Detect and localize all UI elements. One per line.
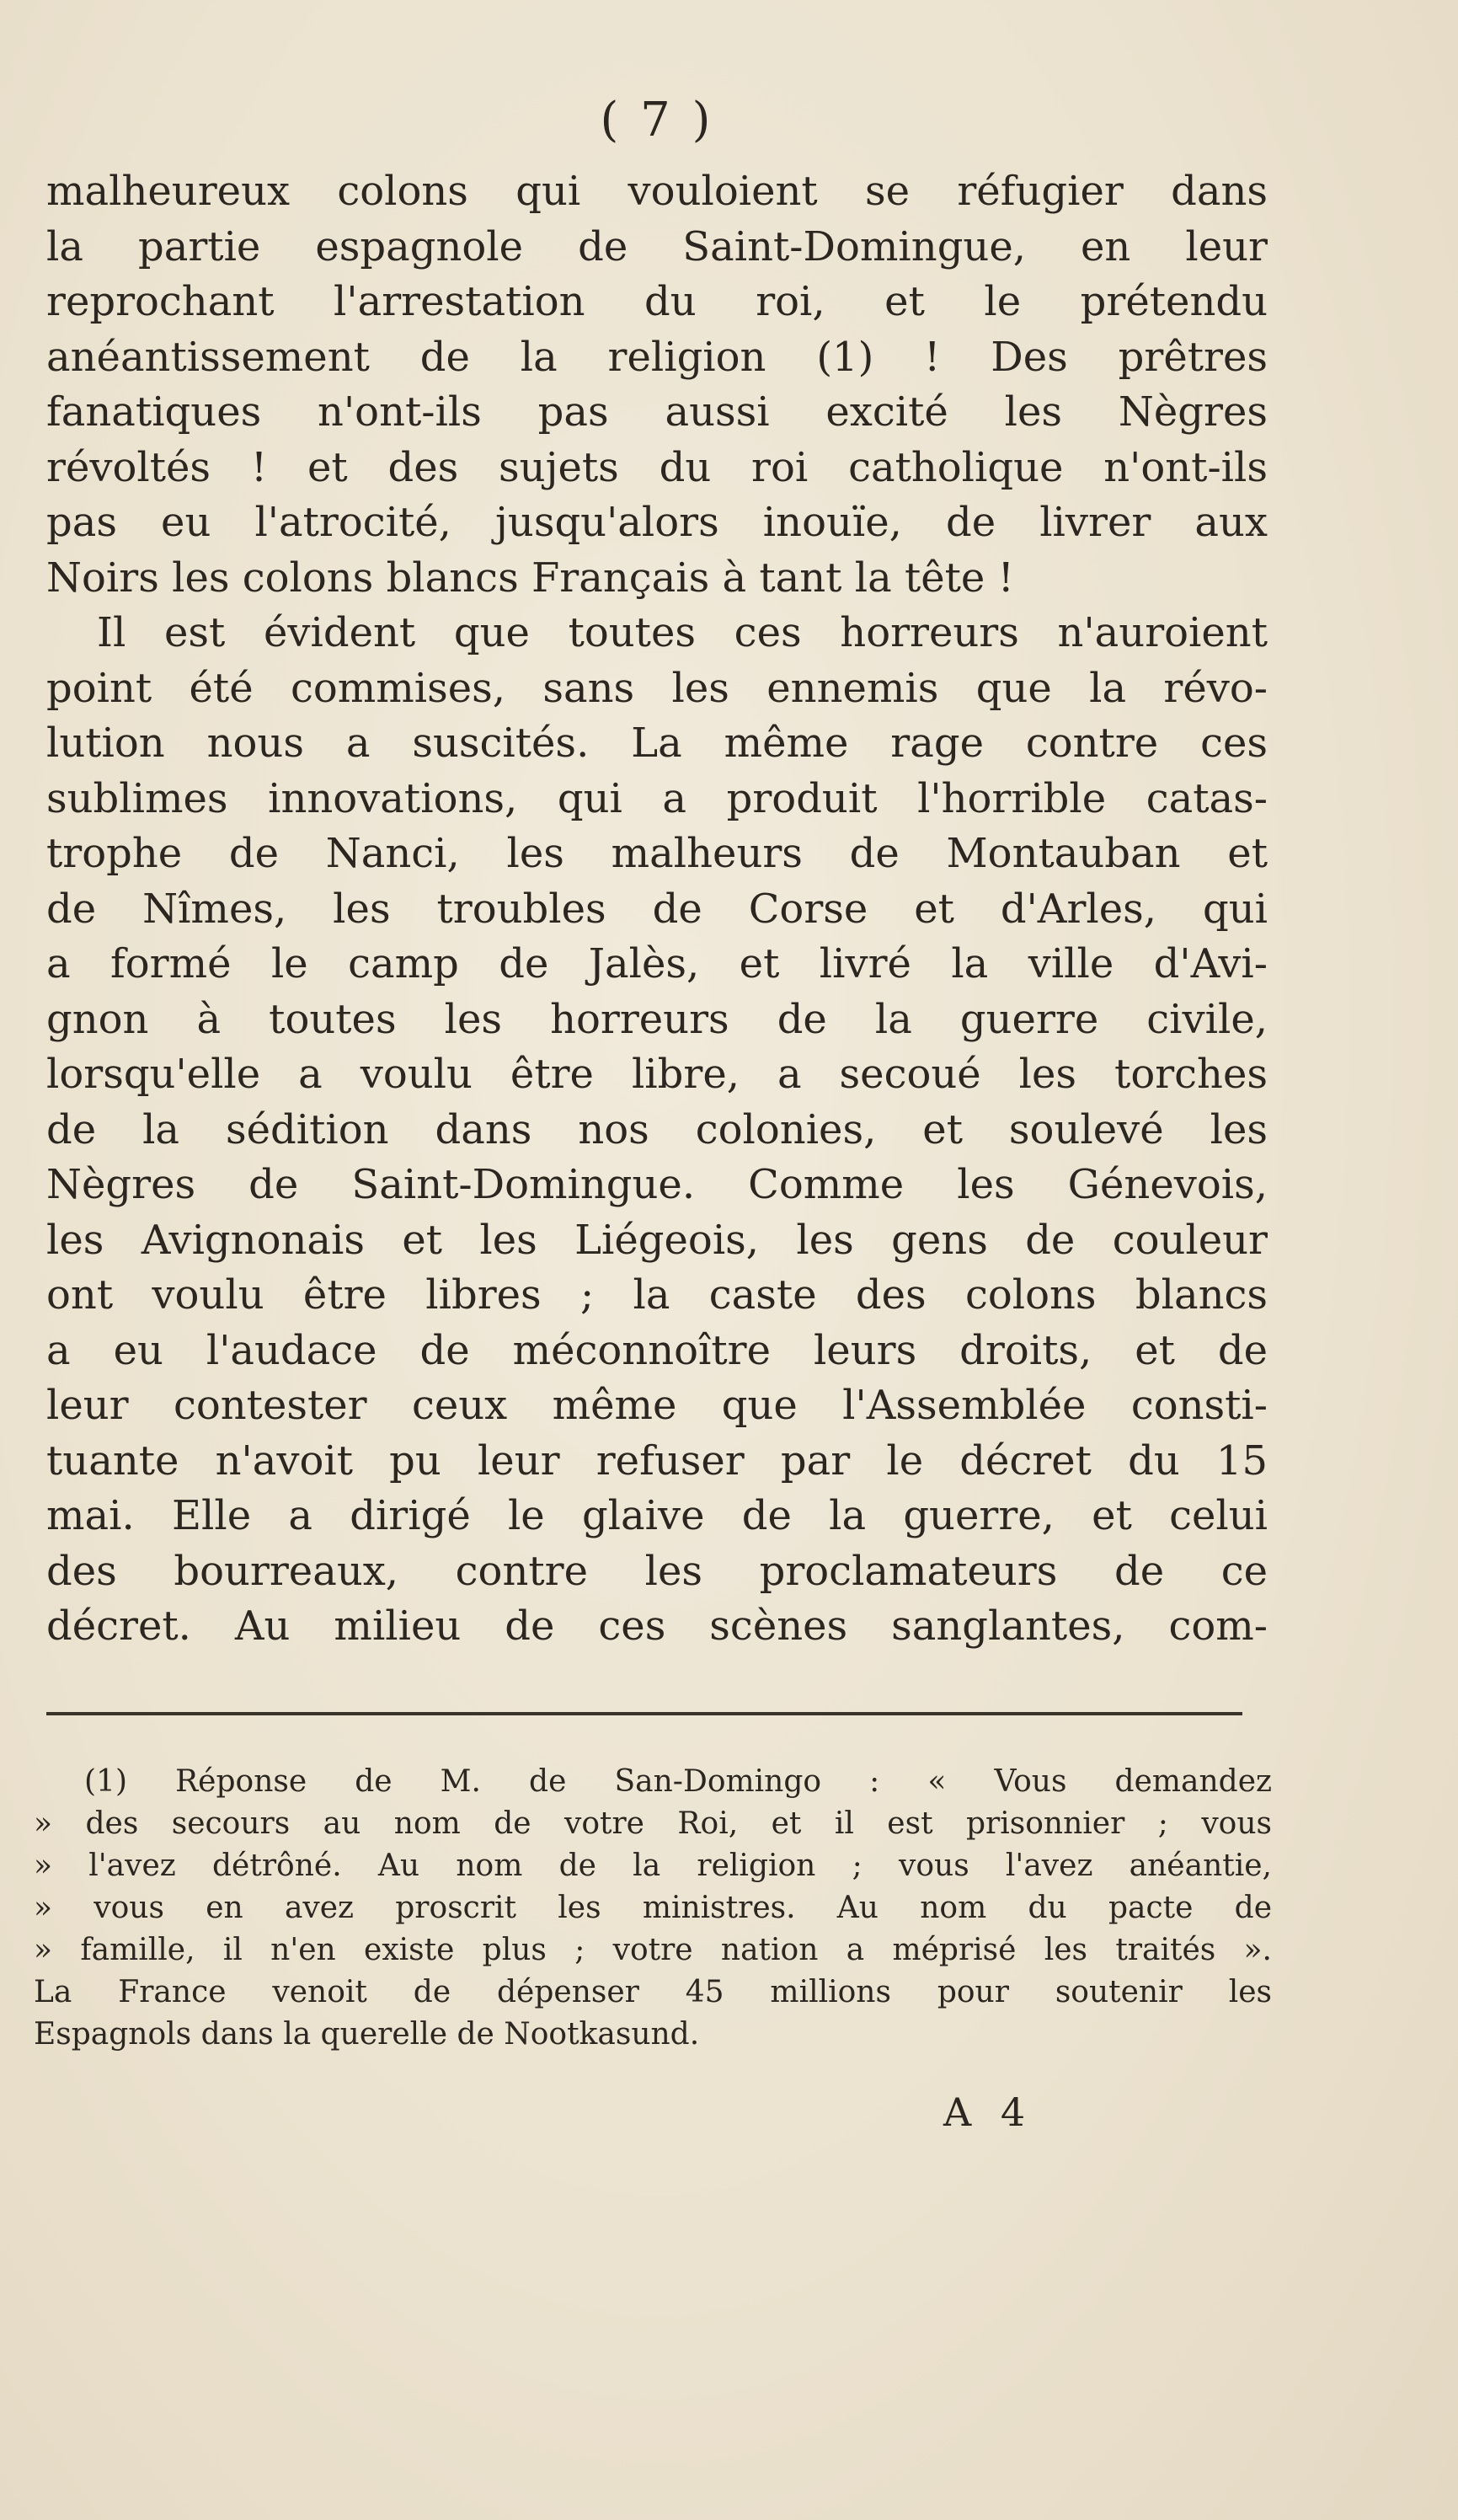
text-line: reprochant l'arrestation du roi, et le prétendu [46,278,1268,325]
page-number: ( 7 ) [600,93,714,147]
text-line: malheureux colons qui vouloient se réfugier dans [46,168,1268,215]
footnote-line: » des secours au nom de votre Roi, et il est prisonnier ; vous [34,1806,1272,1841]
text-line: a formé le camp de Jalès, et livré la ville d'Avi- [46,940,1268,987]
footnotes [34,1761,1272,2056]
footnote-line: » l'avez détrôné. Au nom de la religion ; vous l'avez anéantie, [34,1849,1272,1883]
footnote-line: La France venoit de dépenser 45 millions pour soutenir les [34,1975,1272,2009]
text-line: Noirs les colons blancs Français à tant la tête ! [46,554,1014,602]
text-line: lution nous a suscités. La même rage contre ces [46,720,1268,767]
signature-mark: A 4 [943,2089,1034,2135]
text-line: leur contester ceux même que l'Assemblée consti- [46,1382,1268,1429]
text-line: tuante n'avoit pu leur refuser par le décret du 15 [46,1437,1268,1485]
text-line: de Nîmes, les troubles de Corse et d'Arles, qui [46,885,1268,933]
footnote-line: Espagnols dans la querelle de Nootkasund. [34,2017,700,2052]
text-line: anéantissement de la religion (1) ! Des prêtres [46,333,1268,381]
text-line: les Avignonais et les Liégeois, les gens de couleur [46,1216,1268,1264]
text-line: sublimes innovations, qui a produit l'horrible catas- [46,774,1268,822]
text-line: révoltés ! et des sujets du roi catholique n'ont-ils [46,443,1268,491]
footnote-divider [46,1712,1242,1715]
text-line: des bourreaux, contre les proclamateurs de ce [46,1547,1268,1595]
text-line: trophe de Nanci, les malheurs de Montauban et [46,830,1268,877]
text-line: mai. Elle a dirigé le glaive de la guerre, et celui [46,1492,1268,1539]
text-line: décret. Au milieu de ces scènes sanglantes, com- [46,1602,1268,1650]
footnote-line: » vous en avez proscrit les ministres. Au nom du pacte de [34,1891,1272,1925]
footnote-line: » famille, il n'en existe plus ; votre nation a méprisé les traités ». [34,1933,1272,1967]
text-line: gnon à toutes les horreurs de la guerre civile, [46,995,1268,1043]
text-line: point été commises, sans les ennemis que la révo- [46,664,1268,712]
text-line: pas eu l'atrocité, jusqu'alors inouïe, de livrer aux [46,499,1268,546]
text-line: Il est évident que toutes ces horreurs n'auroient [97,609,1268,656]
text-line: la partie espagnole de Saint-Domingue, en leur [46,222,1268,270]
text-line: ont voulu être libres ; la caste des colons blancs [46,1271,1268,1319]
text-line: de la sédition dans nos colonies, et soulevé les [46,1105,1268,1153]
body-text [46,164,1268,1655]
text-line: a eu l'audace de méconnoître leurs droits, et de [46,1326,1268,1374]
text-line: Nègres de Saint-Domingue. Comme les Génevois, [46,1161,1268,1208]
text-line: fanatiques n'ont-ils pas aussi excité les Nègres [46,388,1268,436]
footnote-line: (1) Réponse de M. de San-Domingo : « Vous demandez [84,1764,1272,1799]
text-line: lorsqu'elle a voulu être libre, a secoué les torches [46,1051,1268,1098]
